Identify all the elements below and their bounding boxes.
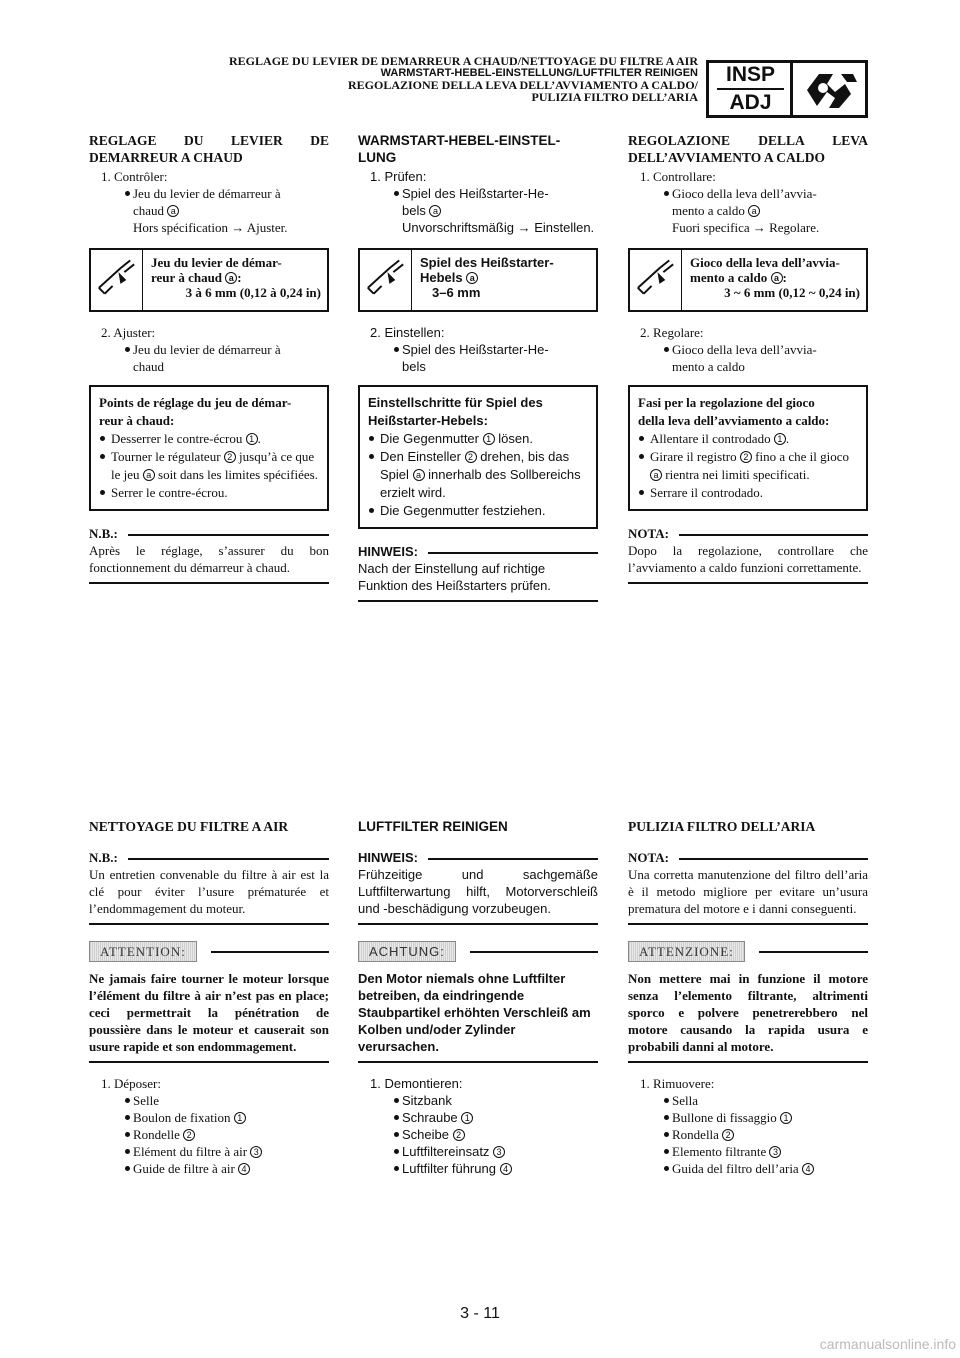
warning-de: ACHTUNG: Den Motor niemals ohne Luftfilter betreiben, da eindringende Staubpartikel erhöhten Verschleiß am Kolben und/oder Zylinder verursachen. [358,941,598,1063]
column-de-filter [358,818,598,1177]
step-check-it: 1. Controllare: [640,169,716,184]
column-fr-filter [89,818,329,1177]
list-item: Selle [89,1092,329,1109]
note-it: NOTA: Dopo la regolazione, controllare che l’avviamento a caldo funzioni correttamente. [628,525,868,584]
section-title-filter-de: LUFTFILTER REINIGEN [358,819,508,834]
list-item: Elemento filtrante 3 [628,1143,868,1160]
step-remove-it: 1. Rimuovere: [640,1076,715,1091]
wrench-icon [801,66,861,114]
procedure-box-de: Einstellschritte für Spiel des Heißstarter-Hebels: Die Gegenmutter 1 lösen. Den Einsteller 2 drehen, bis das Spiel a innerhalb des Sollbereichs erzielt wird. Die Gegenmutter festziehen. [358,385,598,529]
step-adjust-it: 2. Regolare: [640,325,704,340]
list-item: Sitzbank [358,1092,598,1109]
spec-value-de: 3–6 mm [432,285,481,300]
header-line-it-1: REGOLAZIONE DELLA LEVA DELL’AVVIAMENTO A CALDO/ [348,78,698,92]
list-item: Schraube 1 [358,1109,598,1126]
column-de: WARMSTART-HEBEL-EINSTEL- LUNG 1. Prüfen: Spiel des Heißstarter-He- bels a Unvorschriftsmäßig → Einstellen. Spiel des Heißstarter- Hebels a 3–6 mm 2. Einstellen: Spiel des Heißstarter-He- bels Einstellschritte für Spiel des Heißstarter-Hebels: Die Gegenmutter 1 lösen. Den Einsteller 2 drehen, bis das Spiel a innerhalb des Sollbereichs erzielt wird. Die Gegenmutter festziehen. HINWEIS: Nach der Einstellung auf richtige Funktion des Heißstarters prüfen. [358,132,598,602]
step-remove-de: 1. Demontieren: [370,1076,463,1091]
list-item: Elément du filtre à air 3 [89,1143,329,1160]
list-item: Guide de filtre à air 4 [89,1160,329,1177]
badge-adj: ADJ [729,91,772,114]
list-item: Luftfilter führung 4 [358,1160,598,1177]
list-item: Boulon de fixation 1 [89,1109,329,1126]
header-line-de: WARMSTART-HEBEL-EINSTELLUNG/LUFTFILTER REINIGEN [380,67,698,79]
procedure-box-it: Fasi per la regolazione del gioco della leva dell’avviamento a caldo: Allentare il controdado 1 . Girare il registro 2 fino a che il gioco a rientra nei limiti specificati. Serrare il controdado. [628,385,868,511]
note-fr: N.B.: Après le réglage, s’assurer du bon fonctionnement du démarreur à chaud. [89,525,329,584]
badge-insp: INSP [725,63,775,86]
header-line-fr: REGLAGE DU LEVIER DE DEMARREUR A CHAUD/NETTOYAGE DU FILTRE A AIR [229,54,698,68]
section-title-filter-it: PULIZIA FILTRO DELL’ARIA [628,819,816,834]
note-filter-fr: N.B.: Un entretien convenable du filtre à air est la clé pour éviter l’usure prématurée et l’endommagement du moteur. [89,849,329,925]
spec-value-fr: 3 à 6 mm (0,12 à 0,24 in) [185,285,321,300]
list-item: Sella [628,1092,868,1109]
note-de: HINWEIS: Nach der Einstellung auf richtige Funktion des Heißstarters prüfen. [358,543,598,602]
step-remove-fr: 1. Déposer: [101,1076,161,1091]
tool-icon [360,250,412,310]
step-check-de: 1. Prüfen: [370,169,427,184]
list-item: Bullone di fissaggio 1 [628,1109,868,1126]
spec-value-it: 3 ~ 6 mm (0,12 ~ 0,24 in) [724,285,860,300]
list-item: Rondella 2 [628,1126,868,1143]
section-title-fr: REGLAGE DU LEVIER DE [89,133,329,148]
step-check-fr: 1. Contrôler: [101,169,168,184]
note-filter-it: NOTA: Una corretta manutenzione del filtro dell’aria è il metodo migliore per evitare un’usura prematura del motore e i danni conseguenti. [628,849,868,925]
list-item: Rondelle 2 [89,1126,329,1143]
page-number: 3 - 11 [460,1305,500,1322]
list-item: Scheibe 2 [358,1126,598,1143]
column-it: REGOLAZIONE DELLA LEVA DELL’AVVIAMENTO A CALDO 1. Controllare: Gioco della leva dell’avvia- mento a caldo a Fuori specifica → Regolare. Gioco della leva dell’avvia- mento a caldo a : 3 ~ 6 mm (0,12 ~ 0,24 in) 2. Regolare: Gioco della leva dell’avvia- mento a caldo Fasi per la regolazione del gioco della leva dell’avviamento a caldo: Allentare il controdado 1 . Girare il registro 2 fino a che il gioco a rientra nei limiti specificati. Serrare il controdado. NOTA: Dopo la regolazione, controllare che l’avviamento a caldo funzioni correttamente. [628,132,868,584]
warning-it: ATTENZIONE: Non mettere mai in funzione il motore senza l’elemento filtrante, altrimenti sporco e polvere penetrerebbero nel motore causando la rapida usura e probabili danni al motore. [628,941,868,1063]
column-fr: REGLAGE DU LEVIER DE DEMARREUR A CHAUD 1. Contrôler: Jeu du levier de démarreur à chaud a Hors spécification → Ajuster. Jeu du levier de démar- reur à chaud a : 3 à 6 mm (0,12 à 0,24 in) 2. Ajuster: Jeu du levier de démarreur à chaud Points de réglage du jeu de démar- reur à chaud: Desserrer le contre-écrou 1 . Tourner le régulateur 2 jusqu’à ce que le jeu a soit dans les limites spécifiées. Serrer le contre-écrou. N.B.: Après le réglage, s’assurer du bon fonctionnement du démarreur à chaud. [89,132,329,584]
list-item: Guida del filtro dell’aria 4 [628,1160,868,1177]
spec-box-de: Spiel des Heißstarter- Hebels a 3–6 mm [358,248,598,312]
insp-adj-badge [706,60,868,118]
step-adjust-fr: 2. Ajuster: [101,325,156,340]
spec-box-it: Gioco della leva dell’avvia- mento a caldo a : 3 ~ 6 mm (0,12 ~ 0,24 in) [628,248,868,312]
step-adjust-de: 2. Einstellen: [370,325,445,340]
list-item: Luftfiltereinsatz 3 [358,1143,598,1160]
section-title-filter-fr: NETTOYAGE DU FILTRE A AIR [89,819,289,834]
tool-icon [630,250,682,310]
watermark: carmanualsonline.info [819,1336,956,1352]
section-title-it: REGOLAZIONE DELLA LEVA [628,133,868,148]
section-title-de: WARMSTART-HEBEL-EINSTEL- [358,133,561,148]
page-header [78,55,698,103]
spec-box-fr: Jeu du levier de démar- reur à chaud a : 3 à 6 mm (0,12 à 0,24 in) [89,248,329,312]
tool-icon [91,250,143,310]
procedure-box-fr: Points de réglage du jeu de démar- reur à chaud: Desserrer le contre-écrou 1 . Tourner le régulateur 2 jusqu’à ce que le jeu a soit dans les limites spécifiées. Serrer le contre-écrou. [89,385,329,511]
note-filter-de: HINWEIS: Frühzeitige und sachgemäße Luftfilterwartung hilft, Motorverschleiß und -beschädigung vorzubeugen. [358,849,598,925]
header-line-it-2: PULIZIA FILTRO DELL’ARIA [531,90,698,104]
warning-fr: ATTENTION: Ne jamais faire tourner le moteur lorsque l’élément du filtre à air n’est pas en place; ceci permettrait la pénétration de poussière dans le moteur et causerait son usure rapide et son endommagement. [89,941,329,1063]
column-it-filter [628,818,868,1177]
